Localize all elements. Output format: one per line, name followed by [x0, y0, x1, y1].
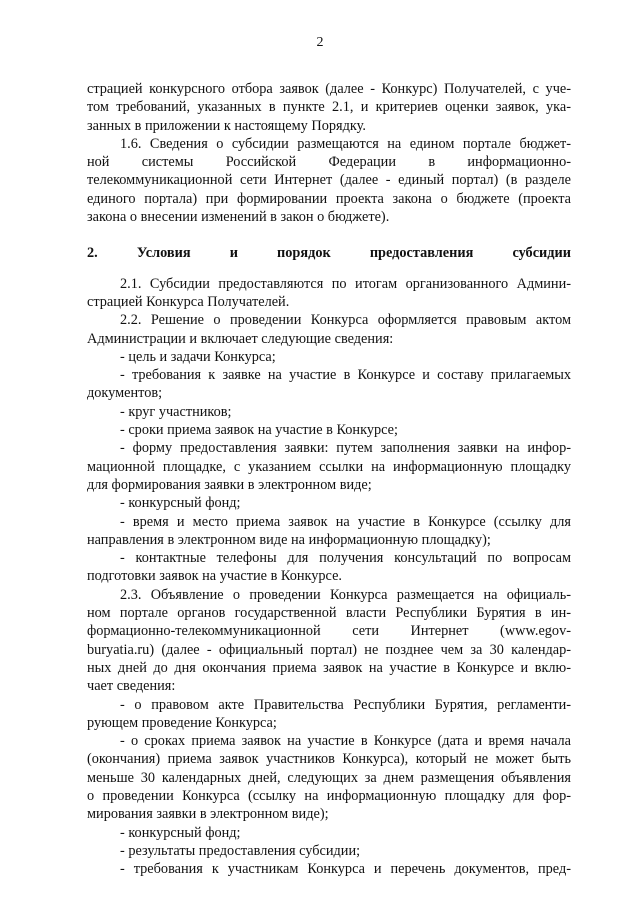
text-line: формационно-телекоммуникационной сети Интернет (www.egov-	[87, 623, 571, 640]
list-item: - конкурсный фонд;	[120, 824, 241, 841]
list-item: - о правовом акте Правительства Республики Бурятия, регламенти-	[120, 696, 571, 713]
list-item: - сроки приема заявок на участие в Конкурсе;	[120, 422, 398, 439]
text-line: подготовки заявок на участие в Конкурсе.	[87, 568, 342, 585]
paragraph-1-6: 1.6. Сведения о субсидии размещаются на едином портале бюджет-	[120, 135, 571, 152]
list-item: - о сроках приема заявок на участие в Конкурсе (дата и время начала	[120, 733, 571, 750]
text-line: единого портала) при формировании проекта закона о бюджете (проекта	[87, 190, 571, 207]
text-line: buryatia.ru) (далее - официальный портал) не позднее чем за 30 календар-	[87, 641, 571, 658]
paragraph-2-3: 2.3. Объявление о проведении Конкурса размещается на официаль-	[120, 586, 571, 603]
list-item: - цель и задачи Конкурса;	[120, 348, 276, 365]
text-line: страцией конкурсного отбора заявок (далее - Конкурс) Получателей, с уче-	[87, 81, 571, 97]
text-line: чает сведения:	[87, 678, 176, 695]
text-line: мирования заявки в электронном виде);	[87, 806, 329, 823]
paragraph-2-2: 2.2. Решение о проведении Конкурса оформляется правовым актом	[120, 312, 571, 329]
text-line: о проведении Конкурса (ссылку на информационную площадку для фор-	[87, 787, 571, 804]
text-line: ном портале органов государственной власти Республики Бурятия в ин-	[87, 605, 571, 622]
text-line: телекоммуникационной сети Интернет (далее - единый портал) (в разделе	[87, 172, 571, 189]
text-line: страцией Конкурса Получателей.	[87, 293, 290, 310]
list-item: - конкурсный фонд;	[120, 495, 241, 512]
list-item: - требования к заявке на участие в Конкурсе и составу прилагаемых	[120, 367, 571, 384]
text-line: занных в приложении к настоящему Порядку.	[87, 117, 366, 134]
section-heading: 2. Условия и порядок предоставления субсидии	[87, 245, 571, 262]
text-line: закона о внесении изменений в закон о бюджете).	[87, 209, 390, 226]
text-line: ных дней до дня окончания приема заявок на участие в Конкурсе и вклю-	[87, 659, 571, 676]
text-line: том требований, указанных в пункте 2.1, и критериев оценки заявок, ука-	[87, 99, 571, 116]
text-line: меньше 30 календарных дней, следующих за днем размещения объявления	[87, 769, 571, 786]
list-item: - время и место приема заявок на участие в Конкурсе (ссылку для	[120, 513, 571, 530]
text-line: рующем проведение Конкурса;	[87, 714, 277, 731]
list-item: - требования к участникам Конкурса и перечень документов, пред-	[120, 861, 571, 878]
text-line: (окончания) приема заявок участников Конкурса), который не может быть	[87, 751, 571, 768]
list-item: - результаты предоставления субсидии;	[120, 842, 361, 859]
text-line: направления в электронном виде на информационную площадку);	[87, 531, 491, 548]
text-line: Администрации и включает следующие сведения:	[87, 330, 394, 347]
text-line: мационной площадке, с указанием ссылки на информационную площадку	[87, 458, 571, 475]
list-item: - круг участников;	[120, 403, 232, 420]
paragraph-2-1: 2.1. Субсидии предоставляются по итогам организованного Админи-	[120, 275, 571, 292]
list-item: - контактные телефоны для получения консультаций по вопросам	[120, 550, 571, 567]
document-body	[87, 80, 571, 878]
text-line: документов;	[87, 385, 163, 402]
list-item: - форму предоставления заявки: путем заполнения заявки на инфор-	[120, 440, 571, 457]
page-number: 2	[316, 35, 324, 50]
text-line: ной системы Российской Федерации в информационно-	[87, 154, 571, 171]
text-line: для формирования заявки в электронном виде;	[87, 476, 372, 493]
